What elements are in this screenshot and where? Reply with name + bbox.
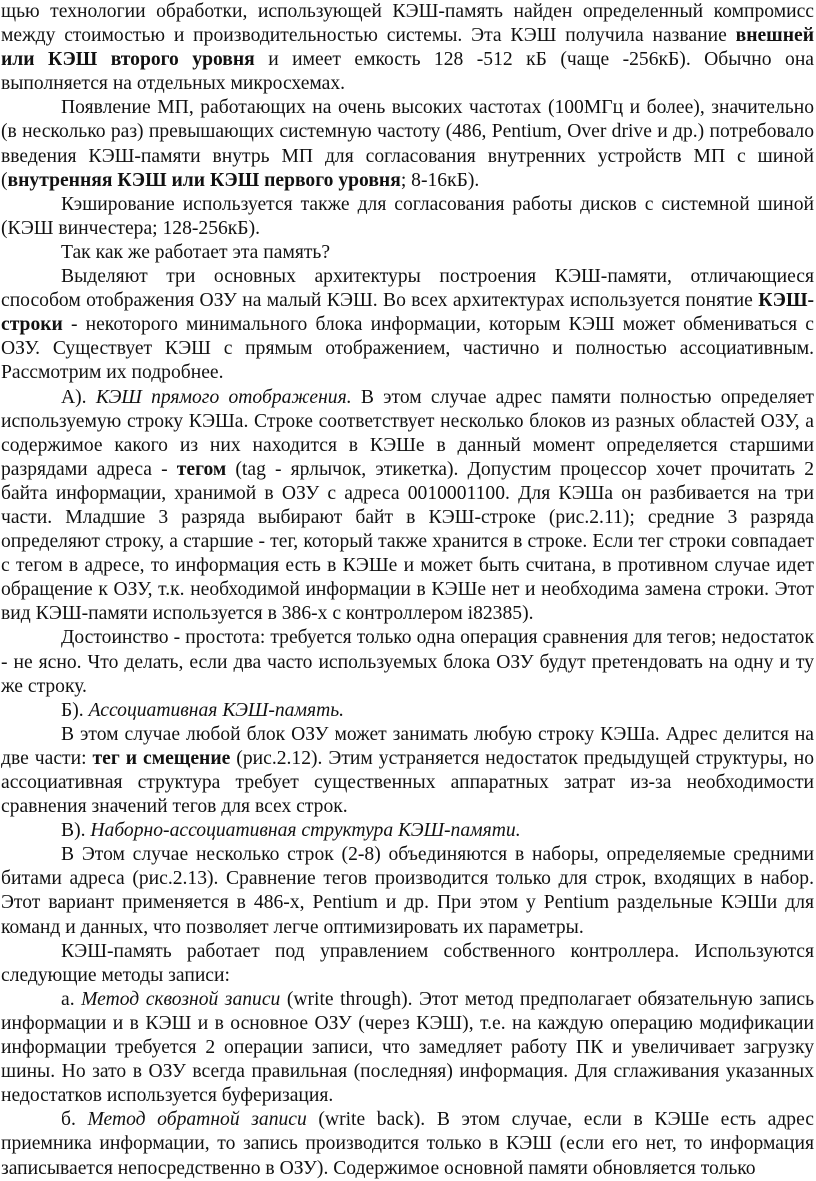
paragraph — [1, 723, 814, 819]
text-run: В этом случае любой блок ОЗУ может занимать любую строку КЭШа. Адрес делится на две части: — [1, 723, 814, 769]
italic-heading: Метод сквозной записи — [81, 988, 281, 1010]
paragraph — [1, 0, 814, 96]
body-text — [1, 0, 814, 1181]
italic-heading: Наборно-ассоциативная структура КЭШ-памяти. — [90, 820, 521, 842]
bold-term: внешней или КЭШ второго уровня — [1, 25, 814, 71]
text-run: В этом случае адрес памяти полностью определяет используемую строку КЭШа. Строке соответствует несколько блоков из разных областей ОЗУ, а содержимое какого из них находится в КЭШе в данный момент определяется старшими разрядами адреса - — [1, 386, 814, 480]
text-run: и имеет емкость 128 -512 кБ (чаще -256кБ). Обычно она выполняется на отдельных микросхемах. — [1, 49, 814, 95]
text-run: Появление МП, работающих на очень высоких частотах (100МГц и более), значительно (в несколько раз) превышающих системную частоту (486, Pentium, Over drive и др.) потребовало введения КЭШ-памяти внутрь МП для согласования внутренних устройств МП с шиной ( — [1, 97, 814, 191]
text-run: (tag - ярлычок, этикетка). Допустим процессор хочет прочитать 2 байта информации, хранимой в ОЗУ с адреса 0010001100. Для КЭШа он разбивается на три части. Младшие 3 разряда выбирают байт в КЭШ-строке (рис.2.11); средние 3 разряда определяют строку, а старшие - тег, который также хранится в строке. Если тег строки совпадает с тегом в адресе, то информация есть в КЭШе и может быть считана, в противном случае идет обращение к ОЗУ, т.к. необходимой информации в КЭШе нет и необходима замена строки. Этот вид КЭШ-памяти используется в 386-х с контроллером i82385). — [1, 458, 814, 625]
text-run: Так как же работает эта память? — [61, 241, 331, 263]
text-run: Кэширование используется также для согласования работы дисков с системной шиной (КЭШ винчестера; 128-256кБ). — [1, 193, 814, 239]
paragraph — [1, 819, 814, 843]
paragraph — [1, 241, 814, 265]
paragraph — [1, 96, 814, 192]
paragraph — [1, 843, 814, 939]
paragraph — [1, 988, 814, 1108]
text-run: (write through). Этот метод предполагает обязательную запись информации и в КЭШ и в основное ОЗУ (через КЭШ), т.е. на каждую операцию модификации информации требуется 2 операции записи, что замедляет работу ПК и увеличивает загрузку шины. Но зато в ОЗУ всегда правильная (последняя) информация. Для сглаживания указанных недостатков используется буферизация. — [1, 988, 815, 1107]
text-run: б. — [61, 1109, 88, 1131]
italic-heading: КЭШ прямого отображения. — [95, 386, 352, 408]
text-run: Выделяют три основных архитектуры построения КЭШ-памяти, отличающиеся способом отображения ОЗУ на малый КЭШ. Во всех архитектурах используется понятие — [1, 266, 814, 312]
paragraph — [1, 626, 814, 698]
text-run: В). — [61, 820, 91, 842]
text-run: Б). — [61, 699, 89, 721]
paragraph — [1, 193, 814, 241]
text-run: - некоторого минимального блока информации, которым КЭШ может обмениваться с ОЗУ. Существует КЭШ с прямым отображением, частично и полностью ассоциативным. Рассмотрим их подробнее. — [1, 314, 814, 384]
bold-term: внутренняя КЭШ или КЭШ первого уровня — [7, 169, 401, 191]
bold-term: КЭШ-строки — [1, 290, 814, 336]
text-run: Достоинство - простота: требуется только одна операция сравнения для тегов; недостаток - не ясно. Что делать, если два часто используемых блока ОЗУ будут претендовать на одну и ту же строку. — [1, 627, 814, 697]
text-run: ; 8-16кБ). — [400, 169, 480, 191]
paragraph — [1, 265, 814, 385]
bold-term: тегом — [176, 458, 227, 480]
paragraph — [1, 699, 814, 723]
text-run: (write back). В этом случае, если в КЭШе есть адрес приемника информации, то запись производится только в КЭШ (если его нет, то информация записывается непосредственно в ОЗУ). Содержимое основной памяти обновляется только — [1, 1109, 814, 1179]
text-run: а. — [61, 988, 82, 1010]
paragraph — [1, 386, 814, 627]
text-run: щью технологии обработки, использующей КЭШ-память найден определенный компромисс между стоимостью и производительностью системы. Эта КЭШ получила название — [1, 1, 814, 47]
italic-heading: Ассоциативная КЭШ-память. — [88, 699, 345, 721]
text-run: КЭШ-память работает под управлением собственного контроллера. Используются следующие методы записи: — [1, 940, 814, 986]
paragraph — [1, 1108, 814, 1180]
bold-term: тег и смещение — [92, 747, 231, 769]
text-run: А). — [61, 386, 96, 408]
text-run: В Этом случае несколько строк (2-8) объединяются в наборы, определяемые средними битами адреса (рис.2.13). Сравнение тегов производится только для строк, входящих в набор. Этот вариант применяется в 486-х, Pentium и др. При этом у Pentium раздельные КЭШи для команд и данных, что позволяет легче оптимизировать их параметры. — [1, 844, 814, 938]
text-run: (рис.2.12). Этим устраняется недостаток предыдущей структуры, но ассоциативная структура требует существенных аппаратных затрат из-за необходимости сравнения значений тегов для всех строк. — [1, 747, 815, 818]
paragraph — [1, 940, 814, 988]
italic-heading: Метод обратной записи — [87, 1109, 307, 1131]
